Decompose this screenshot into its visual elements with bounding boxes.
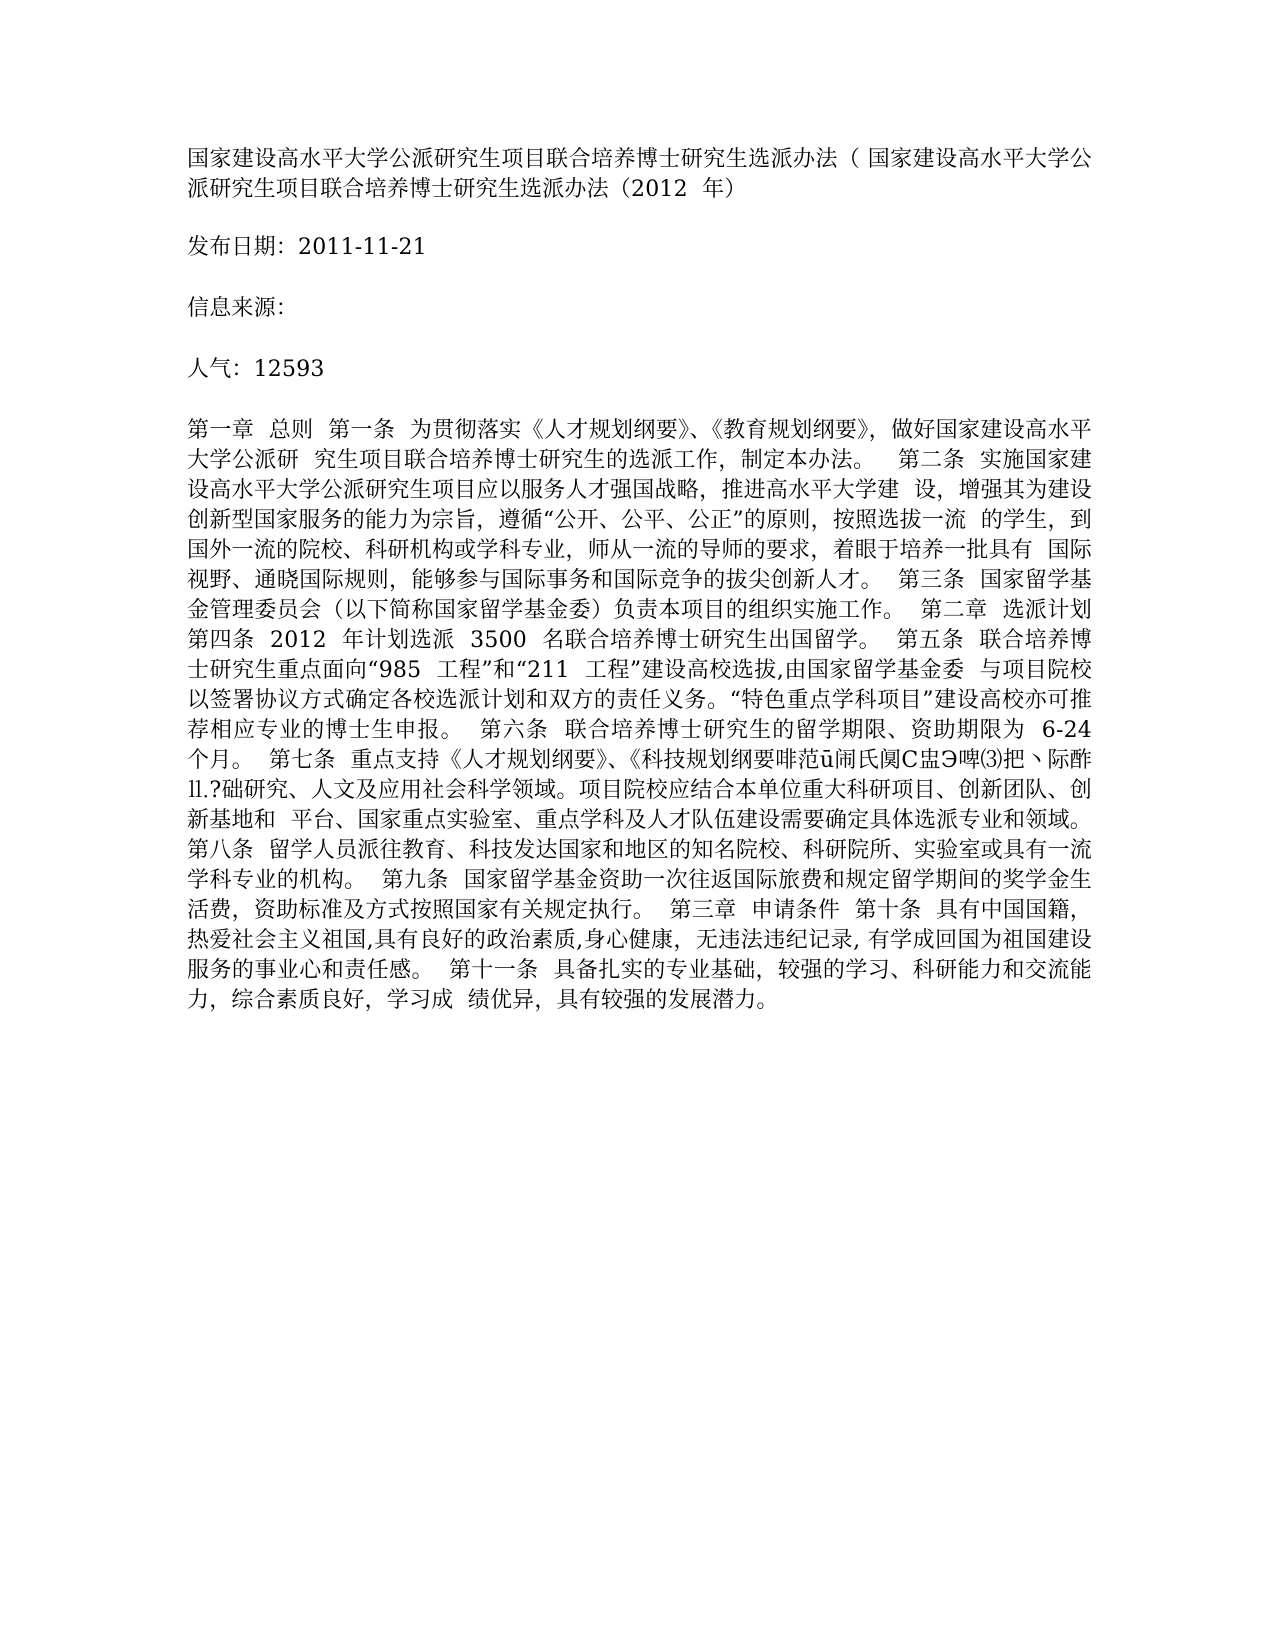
publish-date-label: 发布日期： bbox=[187, 235, 299, 260]
document-body: 第一章 总则 第一条 为贯彻落实《人才规划纲要》、《教育规划纲要》，做好国家建设高水平大学公派研 究生项目联合培养博士研究生的选派工作，制定本办法。 第二条 实施国家建设高水平大学公派研究生项目应以服务人才强国战略，推进高水平大学建 设，增强其为建设创新型国家服务的能力为宗旨，遵循“公开、公平、公正”的原则，按照选拔一流 的学生，到国外一流的院校、科研机构或学科专业，师从一流的导师的要求，着眼于培养一批具有 国际视野、通晓国际规则，能够参与国际事务和国际竞争的拔尖创新人才。 第三条 国家留学基金管理委员会（以下简称国家留学基金委）负责本项目的组织实施工作。 第二章 选派计划 第四条 2012 年计划选派 3500 名联合培养博士研究生出国留学。 第五条 联合培养博士研究生重点面向“985 工程”和“211 工程”建设高校选拔,由国家留学基金委 与项目院校以签署协议方式确定各校选派计划和双方的责任义务。“特色重点学科项目”建设高校亦可推荐相应专业的博士生申报。 第六条 联合培养博士研究生的留学期限、资助期限为 6-24 个月。 第七条 重点支持《人才规划纲要》、《科技规划纲要啡范ū闹氏阒С盅Э啤⑶把丶际酢⒒?础研究、人文及应用社会科学领域。项目院校应结合本单位重大科研项目、创新团队、创新基地和 平台、国家重点实验室、重点学科及人才队伍建设需要确定具体选派专业和领域。 第八条 留学人员派往教育、科技发达国家和地区的知名院校、科研院所、实验室或具有一流 学科专业的机构。 第九条 国家留学基金资助一次往返国际旅费和规定留学期间的奖学金生活费，资助标准及方式按照国家有关规定执行。 第三章 申请条件 第十条 具有中国国籍，热爱社会主义祖国,具有良好的政治素质,身心健康，无违法违纪记录, 有学成回国为祖国建设服务的事业心和责任感。 第十一条 具备扎实的专业基础，较强的学习、科研能力和交流能力，综合素质良好，学习成 绩优异，具有较强的发展潜力。 bbox=[187, 418, 1107, 1013]
popularity-label: 人气： bbox=[187, 357, 254, 382]
document-content bbox=[187, 145, 1107, 1047]
source-label: 信息来源： bbox=[187, 296, 299, 321]
document-title: 国家建设高水平大学公派研究生项目联合培养博士研究生选派办法（ 国家建设高水平大学公派研究生项目联合培养博士研究生选派办法（2012 年） bbox=[187, 147, 1092, 202]
source-line bbox=[187, 294, 1092, 324]
popularity-value: 12593 bbox=[253, 357, 325, 382]
publish-date-line bbox=[187, 233, 1092, 263]
popularity-line bbox=[187, 355, 1092, 385]
publish-date-value: 2011-11-21 bbox=[298, 235, 427, 260]
